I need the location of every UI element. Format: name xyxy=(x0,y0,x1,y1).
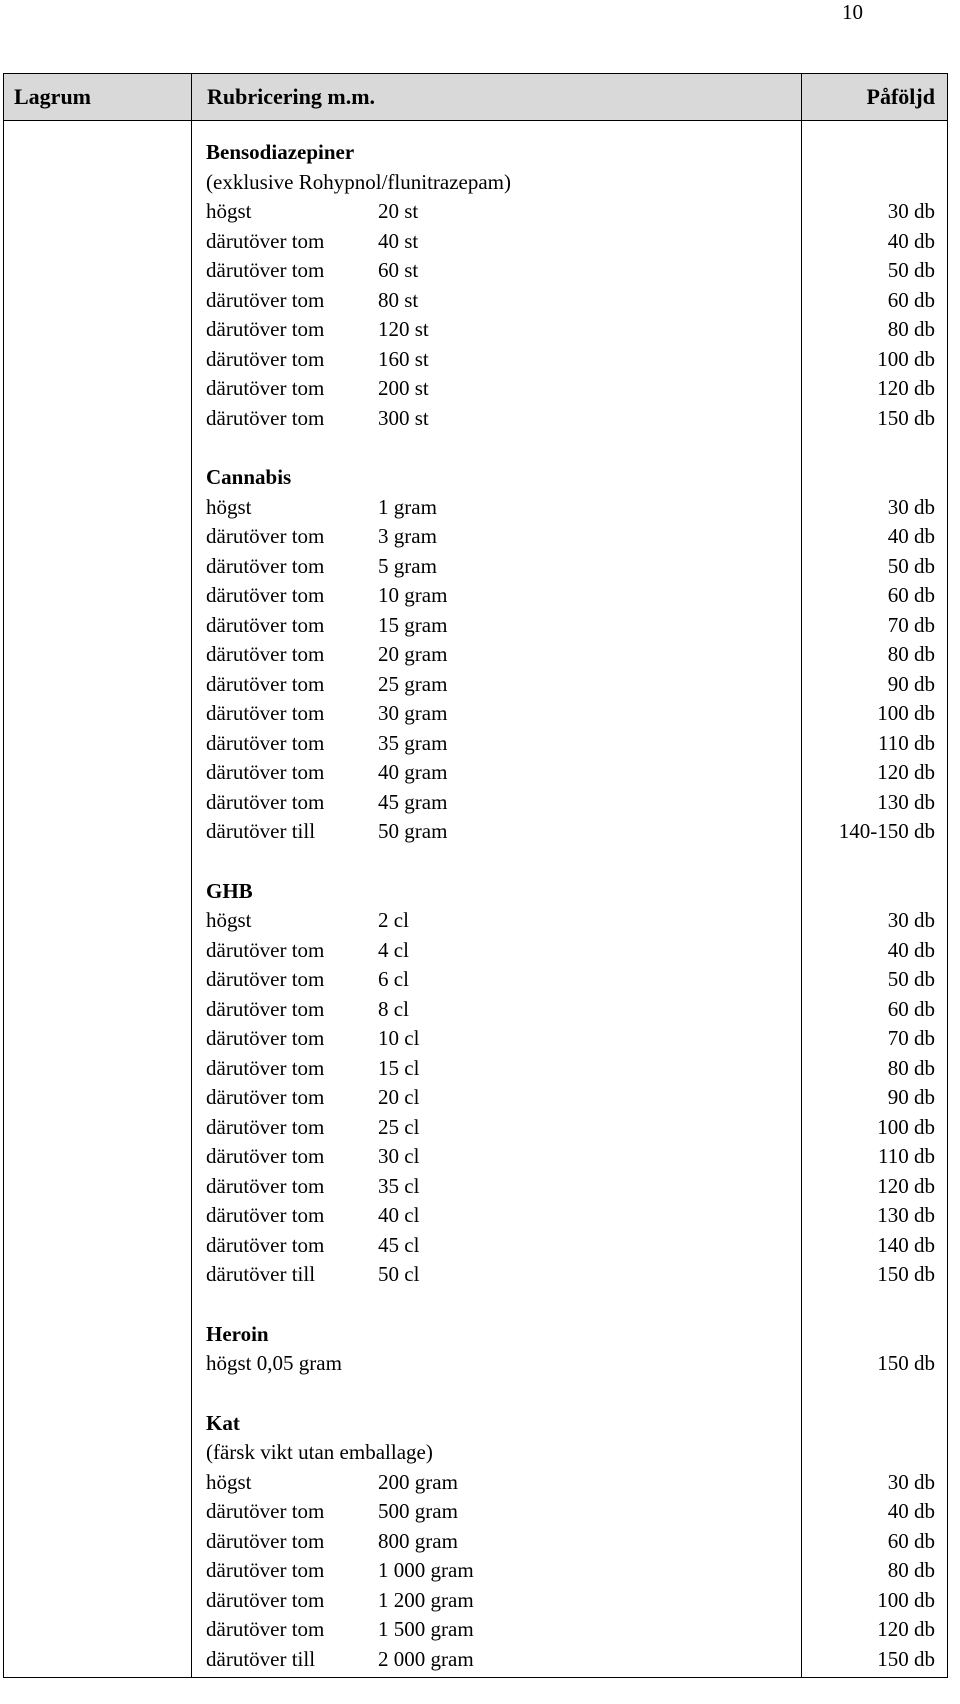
quantity-description xyxy=(206,906,791,936)
condition-text: högst xyxy=(206,494,252,519)
penalty-value: 150 db xyxy=(877,405,935,430)
quantity-description xyxy=(206,197,791,227)
amount-text: 80 st xyxy=(378,287,419,312)
condition-text: därutöver tom xyxy=(206,642,325,666)
penalty-value: 120 db xyxy=(877,760,935,784)
table-row xyxy=(4,522,947,552)
amount-text: 30 cl xyxy=(378,1144,420,1168)
quantity-description xyxy=(206,374,791,404)
condition-text: därutöver tom xyxy=(206,730,325,755)
table-row xyxy=(4,227,947,257)
amount-text: 40 st xyxy=(378,228,419,253)
condition-text: därutöver tom xyxy=(206,258,325,282)
amount-text: 45 gram xyxy=(378,789,448,814)
table-row xyxy=(4,817,947,847)
amount-text: 35 cl xyxy=(378,1173,420,1198)
quantity-description xyxy=(206,1231,791,1261)
table-row xyxy=(4,256,947,286)
quantity-description xyxy=(206,936,791,966)
table-body xyxy=(4,138,947,1704)
table-row xyxy=(4,1054,947,1084)
penalty-value: 60 db xyxy=(887,1528,935,1553)
table-row xyxy=(4,463,947,493)
penalty-table xyxy=(3,73,948,1678)
table-row xyxy=(4,758,947,788)
section-title: Cannabis xyxy=(206,465,292,489)
penalty-value: 50 db xyxy=(887,258,935,282)
drug-section xyxy=(4,1320,947,1379)
condition-text: högst 0,05 gram xyxy=(206,1351,342,1375)
table-row xyxy=(4,1438,947,1468)
quantity-description xyxy=(206,1142,791,1172)
amount-text: 160 st xyxy=(378,346,429,371)
condition-text: därutöver tom xyxy=(206,937,325,962)
table-row xyxy=(4,1645,947,1675)
quantity-description xyxy=(206,965,791,995)
quantity-description xyxy=(206,493,791,523)
amount-text: 5 gram xyxy=(378,553,437,578)
table-row xyxy=(4,729,947,759)
quantity-description xyxy=(206,522,791,552)
table-row xyxy=(4,611,947,641)
amount-text: 500 gram xyxy=(378,1499,458,1523)
quantity-description xyxy=(206,552,791,582)
quantity-description xyxy=(206,1260,791,1290)
penalty-value: 140-150 db xyxy=(838,819,935,843)
penalty-value: 90 db xyxy=(887,671,935,696)
quantity-description xyxy=(206,256,791,286)
section-title: GHB xyxy=(206,878,253,903)
penalty-value: 40 db xyxy=(887,524,935,548)
table-row xyxy=(4,404,947,434)
amount-text: 4 cl xyxy=(378,937,409,962)
table-row xyxy=(4,1556,947,1586)
amount-text: 300 st xyxy=(378,405,429,430)
penalty-value: 130 db xyxy=(877,1203,935,1227)
penalty-value: 60 db xyxy=(887,583,935,607)
table-row xyxy=(4,995,947,1025)
amount-text: 25 cl xyxy=(378,1114,420,1139)
amount-text: 45 cl xyxy=(378,1232,420,1257)
condition-text: därutöver tom xyxy=(206,671,325,696)
penalty-value: 150 db xyxy=(877,1646,935,1671)
penalty-value: 140 db xyxy=(877,1232,935,1257)
penalty-value: 30 db xyxy=(887,908,935,932)
table-row xyxy=(4,493,947,523)
quantity-description xyxy=(206,1024,791,1054)
quantity-description xyxy=(206,315,791,345)
penalty-value: 120 db xyxy=(877,1173,935,1198)
condition-text: därutöver tom xyxy=(206,1558,325,1582)
condition-text: därutöver tom xyxy=(206,287,325,312)
table-row xyxy=(4,315,947,345)
quantity-description xyxy=(206,640,791,670)
condition-text: därutöver tom xyxy=(206,1026,325,1050)
table-row xyxy=(4,1409,947,1439)
drug-section xyxy=(4,877,947,1290)
quantity-description xyxy=(206,1172,791,1202)
table-row xyxy=(4,640,947,670)
penalty-value: 130 db xyxy=(877,789,935,814)
condition-text: därutöver tom xyxy=(206,405,325,430)
condition-text: därutöver tom xyxy=(206,583,325,607)
amount-text: 20 st xyxy=(378,199,419,223)
condition-text: därutöver tom xyxy=(206,524,325,548)
penalty-value: 100 db xyxy=(877,346,935,371)
amount-text: 1 500 gram xyxy=(378,1617,474,1641)
table-row xyxy=(4,374,947,404)
penalty-value: 60 db xyxy=(887,996,935,1021)
amount-text: 1 000 gram xyxy=(378,1558,474,1582)
penalty-value: 70 db xyxy=(887,612,935,637)
condition-text: därutöver till xyxy=(206,819,316,843)
amount-text: 200 gram xyxy=(378,1469,458,1494)
header-rubricering: Rubricering m.m. xyxy=(207,84,376,109)
penalty-value: 100 db xyxy=(877,701,935,725)
condition-text: därutöver tom xyxy=(206,1055,325,1080)
condition-text: därutöver tom xyxy=(206,996,325,1021)
quantity-description xyxy=(206,1645,791,1675)
quantity-description xyxy=(206,699,791,729)
condition-text: därutöver tom xyxy=(206,1203,325,1227)
condition-text: därutöver tom xyxy=(206,1173,325,1198)
penalty-value: 40 db xyxy=(887,937,935,962)
table-row xyxy=(4,197,947,227)
penalty-value: 150 db xyxy=(877,1262,935,1286)
table-row xyxy=(4,699,947,729)
amount-text: 15 cl xyxy=(378,1055,420,1080)
condition-text: därutöver tom xyxy=(206,228,325,253)
amount-text: 200 st xyxy=(378,376,429,400)
penalty-value: 150 db xyxy=(877,1351,935,1375)
condition-text: därutöver tom xyxy=(206,1232,325,1257)
quantity-description xyxy=(206,1497,791,1527)
drug-section xyxy=(4,463,947,847)
table-row xyxy=(4,286,947,316)
section-title: Kat xyxy=(206,1410,240,1435)
penalty-value: 40 db xyxy=(887,228,935,253)
penalty-value: 120 db xyxy=(877,1617,935,1641)
section-subtitle: (färsk vikt utan emballage) xyxy=(206,1440,433,1464)
condition-text: därutöver tom xyxy=(206,701,325,725)
condition-text: därutöver tom xyxy=(206,1085,325,1109)
quantity-description xyxy=(206,1083,791,1113)
table-row xyxy=(4,877,947,907)
amount-text: 50 cl xyxy=(378,1262,420,1286)
condition-text: därutöver tom xyxy=(206,1144,325,1168)
table-row xyxy=(4,1615,947,1645)
amount-text: 1 200 gram xyxy=(378,1587,474,1612)
table-row xyxy=(4,906,947,936)
quantity-description xyxy=(206,1201,791,1231)
amount-text: 10 cl xyxy=(378,1026,420,1050)
amount-text: 40 gram xyxy=(378,760,448,784)
table-row xyxy=(4,345,947,375)
amount-text: 2 cl xyxy=(378,908,409,932)
quantity-description xyxy=(206,758,791,788)
table-row xyxy=(4,965,947,995)
condition-text: högst xyxy=(206,1469,252,1494)
amount-text: 25 gram xyxy=(378,671,448,696)
amount-text: 60 st xyxy=(378,258,419,282)
amount-text: 20 gram xyxy=(378,642,448,666)
quantity-description xyxy=(206,817,791,847)
table-row xyxy=(4,1320,947,1350)
penalty-value: 30 db xyxy=(887,1469,935,1494)
amount-text: 1 gram xyxy=(378,494,437,519)
quantity-description xyxy=(206,286,791,316)
table-row xyxy=(4,552,947,582)
condition-text: därutöver tom xyxy=(206,1587,325,1612)
amount-text: 15 gram xyxy=(378,612,448,637)
condition-text: högst xyxy=(206,908,252,932)
condition-text: därutöver tom xyxy=(206,346,325,371)
penalty-value: 100 db xyxy=(877,1114,935,1139)
penalty-value: 90 db xyxy=(887,1085,935,1109)
amount-text: 6 cl xyxy=(378,967,409,991)
amount-text: 20 cl xyxy=(378,1085,420,1109)
quantity-description xyxy=(206,1349,791,1379)
amount-text: 8 cl xyxy=(378,996,409,1021)
condition-text: därutöver tom xyxy=(206,1114,325,1139)
page-number: 10 xyxy=(842,0,863,24)
header-pafoljd: Påföljd xyxy=(866,84,935,109)
condition-text: därutöver till xyxy=(206,1262,316,1286)
table-row xyxy=(4,1142,947,1172)
quantity-description xyxy=(206,670,791,700)
amount-text: 35 gram xyxy=(378,730,448,755)
condition-text: därutöver tom xyxy=(206,376,325,400)
condition-text: därutöver tom xyxy=(206,317,325,341)
condition-text: därutöver tom xyxy=(206,1528,325,1553)
table-row xyxy=(4,1231,947,1261)
condition-text: högst xyxy=(206,199,252,223)
header-lagrum: Lagrum xyxy=(14,84,91,109)
penalty-value: 60 db xyxy=(887,287,935,312)
penalty-value: 80 db xyxy=(887,317,935,341)
table-row xyxy=(4,670,947,700)
table-row xyxy=(4,936,947,966)
section-title: Bensodiazepiner xyxy=(206,140,355,164)
drug-section xyxy=(4,138,947,433)
penalty-value: 30 db xyxy=(887,494,935,519)
amount-text: 800 gram xyxy=(378,1528,458,1553)
table-row xyxy=(4,1527,947,1557)
quantity-description xyxy=(206,227,791,257)
amount-text: 2 000 gram xyxy=(378,1646,474,1671)
penalty-value: 80 db xyxy=(887,1055,935,1080)
table-row xyxy=(4,1083,947,1113)
quantity-description xyxy=(206,345,791,375)
condition-text: därutöver tom xyxy=(206,1617,325,1641)
condition-text: därutöver tom xyxy=(206,612,325,637)
table-row xyxy=(4,1024,947,1054)
condition-text: därutöver till xyxy=(206,1646,316,1671)
table-header-row xyxy=(4,74,947,121)
penalty-value: 110 db xyxy=(878,1144,935,1168)
table-row xyxy=(4,1468,947,1498)
quantity-description xyxy=(206,1615,791,1645)
condition-text: därutöver tom xyxy=(206,760,325,784)
quantity-description xyxy=(206,611,791,641)
quantity-description xyxy=(206,1556,791,1586)
table-row xyxy=(4,138,947,168)
condition-text: därutöver tom xyxy=(206,789,325,814)
quantity-description xyxy=(206,404,791,434)
quantity-description xyxy=(206,1527,791,1557)
table-row xyxy=(4,1260,947,1290)
table-row xyxy=(4,581,947,611)
quantity-description xyxy=(206,729,791,759)
section-subtitle: (exklusive Rohypnol/flunitrazepam) xyxy=(206,169,512,194)
table-row xyxy=(4,1113,947,1143)
quantity-description xyxy=(206,1468,791,1498)
penalty-value: 110 db xyxy=(878,730,935,755)
penalty-value: 50 db xyxy=(887,967,935,991)
amount-text: 30 gram xyxy=(378,701,448,725)
penalty-value: 80 db xyxy=(887,642,935,666)
quantity-description xyxy=(206,1113,791,1143)
table-row xyxy=(4,1497,947,1527)
quantity-description xyxy=(206,995,791,1025)
quantity-description xyxy=(206,1054,791,1084)
table-row xyxy=(4,1586,947,1616)
condition-text: därutöver tom xyxy=(206,967,325,991)
drug-section xyxy=(4,1409,947,1675)
amount-text: 120 st xyxy=(378,317,429,341)
amount-text: 40 cl xyxy=(378,1203,420,1227)
penalty-value: 100 db xyxy=(877,1587,935,1612)
quantity-description xyxy=(206,1586,791,1616)
table-row xyxy=(4,1349,947,1379)
amount-text: 3 gram xyxy=(378,524,437,548)
table-row xyxy=(4,1201,947,1231)
amount-text: 50 gram xyxy=(378,819,448,843)
table-row xyxy=(4,788,947,818)
table-row xyxy=(4,168,947,198)
quantity-description xyxy=(206,581,791,611)
condition-text: därutöver tom xyxy=(206,553,325,578)
table-row xyxy=(4,1172,947,1202)
amount-text: 10 gram xyxy=(378,583,448,607)
penalty-value: 120 db xyxy=(877,376,935,400)
penalty-value: 40 db xyxy=(887,1499,935,1523)
section-title: Heroin xyxy=(206,1321,269,1346)
condition-text: därutöver tom xyxy=(206,1499,325,1523)
quantity-description xyxy=(206,788,791,818)
penalty-value: 30 db xyxy=(887,199,935,223)
penalty-value: 50 db xyxy=(887,553,935,578)
penalty-value: 70 db xyxy=(887,1026,935,1050)
penalty-value: 80 db xyxy=(887,1558,935,1582)
